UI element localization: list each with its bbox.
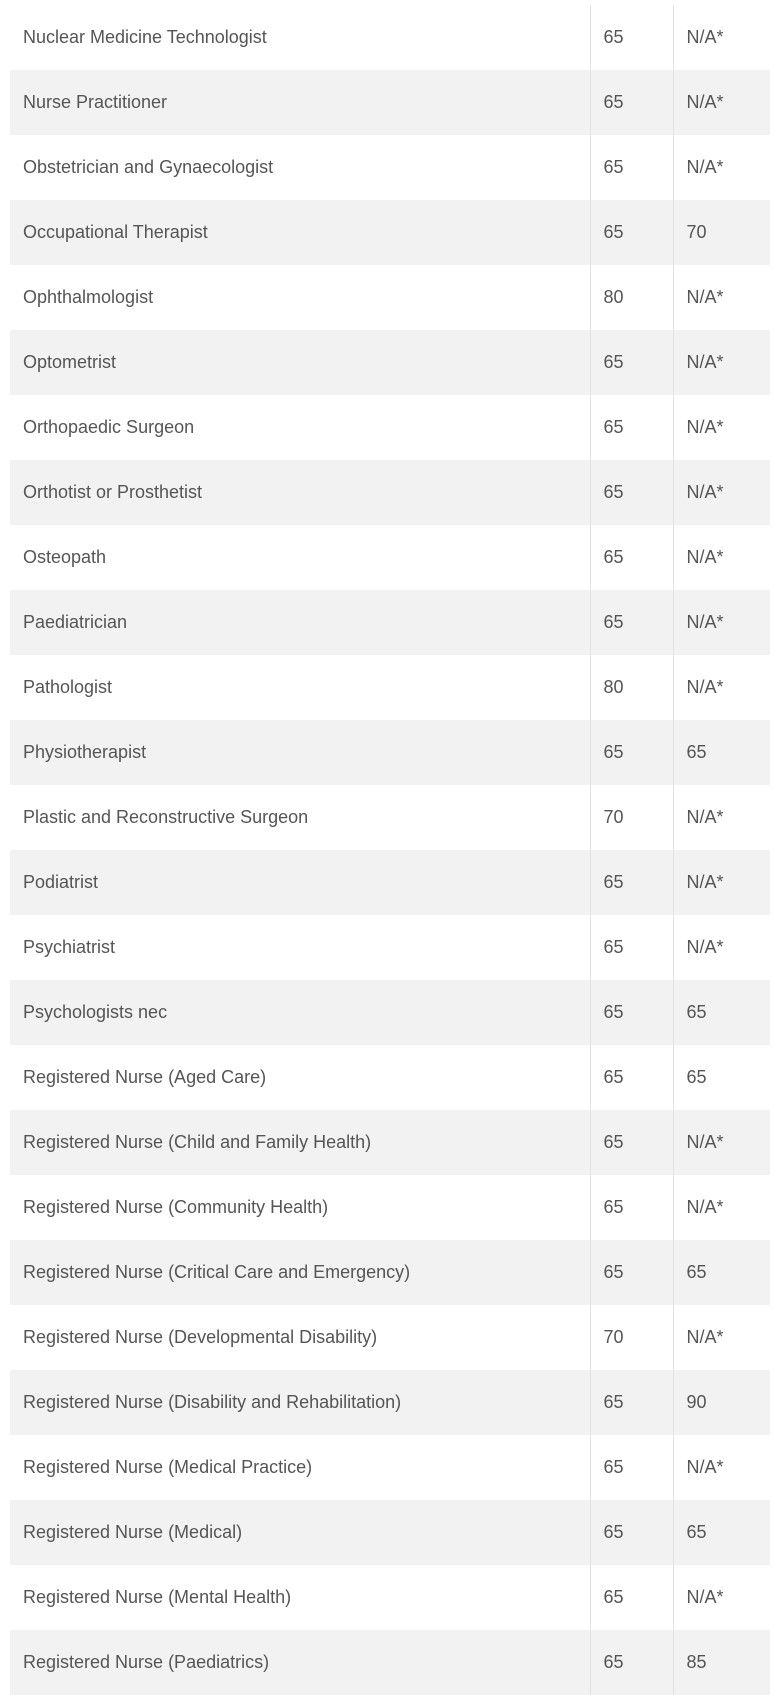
score-a-cell: 65 xyxy=(590,1240,673,1305)
table-row xyxy=(10,980,770,1045)
score-b-cell: N/A* xyxy=(673,265,770,330)
occupation-cell: Osteopath xyxy=(23,547,107,567)
score-b-cell: N/A* xyxy=(673,330,770,395)
score-b-cell: N/A* xyxy=(673,1565,770,1630)
occupation-cell: Psychiatrist xyxy=(23,937,116,957)
table-row xyxy=(10,395,770,460)
table-row xyxy=(10,1175,770,1240)
table-row xyxy=(10,460,770,525)
occupation-cell: Pathologist xyxy=(23,677,113,697)
score-b-cell: 90 xyxy=(673,1370,770,1435)
table-row xyxy=(10,1500,770,1565)
table-row xyxy=(10,1630,770,1695)
score-a-cell: 65 xyxy=(590,200,673,265)
score-a-cell: 65 xyxy=(590,850,673,915)
score-b-cell: 65 xyxy=(673,1045,770,1110)
table-row xyxy=(10,135,770,200)
score-a-cell: 65 xyxy=(590,1370,673,1435)
score-a-cell: 65 xyxy=(590,980,673,1045)
occupation-cell: Registered Nurse (Child and Family Health) xyxy=(23,1132,372,1152)
occupation-cell: Registered Nurse (Aged Care) xyxy=(23,1067,267,1087)
occupation-cell: Registered Nurse (Paediatrics) xyxy=(23,1652,270,1672)
occupation-cell: Psychologists nec xyxy=(23,1002,168,1022)
table-row xyxy=(10,655,770,720)
occupation-cell: Podiatrist xyxy=(23,872,99,892)
score-b-cell: N/A* xyxy=(673,460,770,525)
table-row xyxy=(10,785,770,850)
occupation-cell: Occupational Therapist xyxy=(23,222,208,242)
occupation-cell: Plastic and Reconstructive Surgeon xyxy=(23,807,309,827)
occupation-table xyxy=(10,5,770,1695)
score-b-cell: N/A* xyxy=(673,850,770,915)
table-row xyxy=(10,1305,770,1370)
score-a-cell: 70 xyxy=(590,1305,673,1370)
occupation-cell: Nurse Practitioner xyxy=(23,92,168,112)
table-row xyxy=(10,1110,770,1175)
table-row xyxy=(10,200,770,265)
table-row xyxy=(10,330,770,395)
occupation-cell: Optometrist xyxy=(23,352,117,372)
score-b-cell: N/A* xyxy=(673,1305,770,1370)
table-row xyxy=(10,590,770,655)
occupation-cell: Registered Nurse (Community Health) xyxy=(23,1197,329,1217)
occupation-cell: Registered Nurse (Medical) xyxy=(23,1522,243,1542)
table-row xyxy=(10,1045,770,1110)
table-row xyxy=(10,525,770,590)
score-a-cell: 65 xyxy=(590,590,673,655)
score-b-cell: N/A* xyxy=(673,1435,770,1500)
occupation-table-container xyxy=(10,5,770,1695)
score-b-cell: 65 xyxy=(673,1240,770,1305)
score-a-cell: 65 xyxy=(590,330,673,395)
table-row xyxy=(10,720,770,785)
score-b-cell: N/A* xyxy=(673,785,770,850)
score-a-cell: 65 xyxy=(590,1500,673,1565)
score-a-cell: 65 xyxy=(590,1110,673,1175)
occupation-cell: Orthotist or Prosthetist xyxy=(23,482,203,502)
score-b-cell: 65 xyxy=(673,1500,770,1565)
occupation-cell: Obstetrician and Gynaecologist xyxy=(23,157,274,177)
score-a-cell: 65 xyxy=(590,135,673,200)
score-b-cell: 70 xyxy=(673,200,770,265)
occupation-cell: Physiotherapist xyxy=(23,742,147,762)
table-row xyxy=(10,70,770,135)
score-b-cell: 65 xyxy=(673,980,770,1045)
occupation-cell: Registered Nurse (Medical Practice) xyxy=(23,1457,313,1477)
occupation-cell: Registered Nurse (Disability and Rehabilitation) xyxy=(23,1392,402,1412)
score-a-cell: 65 xyxy=(590,720,673,785)
score-b-cell: N/A* xyxy=(673,1175,770,1240)
score-b-cell: N/A* xyxy=(673,395,770,460)
table-row xyxy=(10,1240,770,1305)
occupation-table-body xyxy=(10,5,770,1695)
score-a-cell: 65 xyxy=(590,525,673,590)
score-a-cell: 80 xyxy=(590,265,673,330)
score-b-cell: N/A* xyxy=(673,525,770,590)
table-row xyxy=(10,1370,770,1435)
table-row xyxy=(10,1565,770,1630)
occupation-cell: Nuclear Medicine Technologist xyxy=(23,27,267,47)
score-a-cell: 70 xyxy=(590,785,673,850)
table-row xyxy=(10,265,770,330)
score-b-cell: N/A* xyxy=(673,655,770,720)
score-b-cell: N/A* xyxy=(673,135,770,200)
score-a-cell: 65 xyxy=(590,915,673,980)
occupation-cell: Orthopaedic Surgeon xyxy=(23,417,195,437)
score-a-cell: 65 xyxy=(590,395,673,460)
score-a-cell: 65 xyxy=(590,1045,673,1110)
table-row xyxy=(10,850,770,915)
score-b-cell: N/A* xyxy=(673,915,770,980)
score-b-cell: N/A* xyxy=(673,70,770,135)
score-a-cell: 80 xyxy=(590,655,673,720)
score-b-cell: N/A* xyxy=(673,1110,770,1175)
score-a-cell: 65 xyxy=(590,1435,673,1500)
score-a-cell: 65 xyxy=(590,460,673,525)
occupation-cell: Ophthalmologist xyxy=(23,287,154,307)
score-a-cell: 65 xyxy=(590,1565,673,1630)
table-row xyxy=(10,915,770,980)
score-a-cell: 65 xyxy=(590,1630,673,1695)
occupation-cell: Paediatrician xyxy=(23,612,128,632)
table-row xyxy=(10,1435,770,1500)
score-a-cell: 65 xyxy=(590,5,673,70)
occupation-cell: Registered Nurse (Critical Care and Emergency) xyxy=(23,1262,411,1282)
score-b-cell: 65 xyxy=(673,720,770,785)
score-a-cell: 65 xyxy=(590,70,673,135)
score-b-cell: 85 xyxy=(673,1630,770,1695)
occupation-cell: Registered Nurse (Developmental Disability) xyxy=(23,1327,378,1347)
occupation-cell: Registered Nurse (Mental Health) xyxy=(23,1587,292,1607)
score-a-cell: 65 xyxy=(590,1175,673,1240)
table-row xyxy=(10,5,770,70)
score-b-cell: N/A* xyxy=(673,5,770,70)
score-b-cell: N/A* xyxy=(673,590,770,655)
